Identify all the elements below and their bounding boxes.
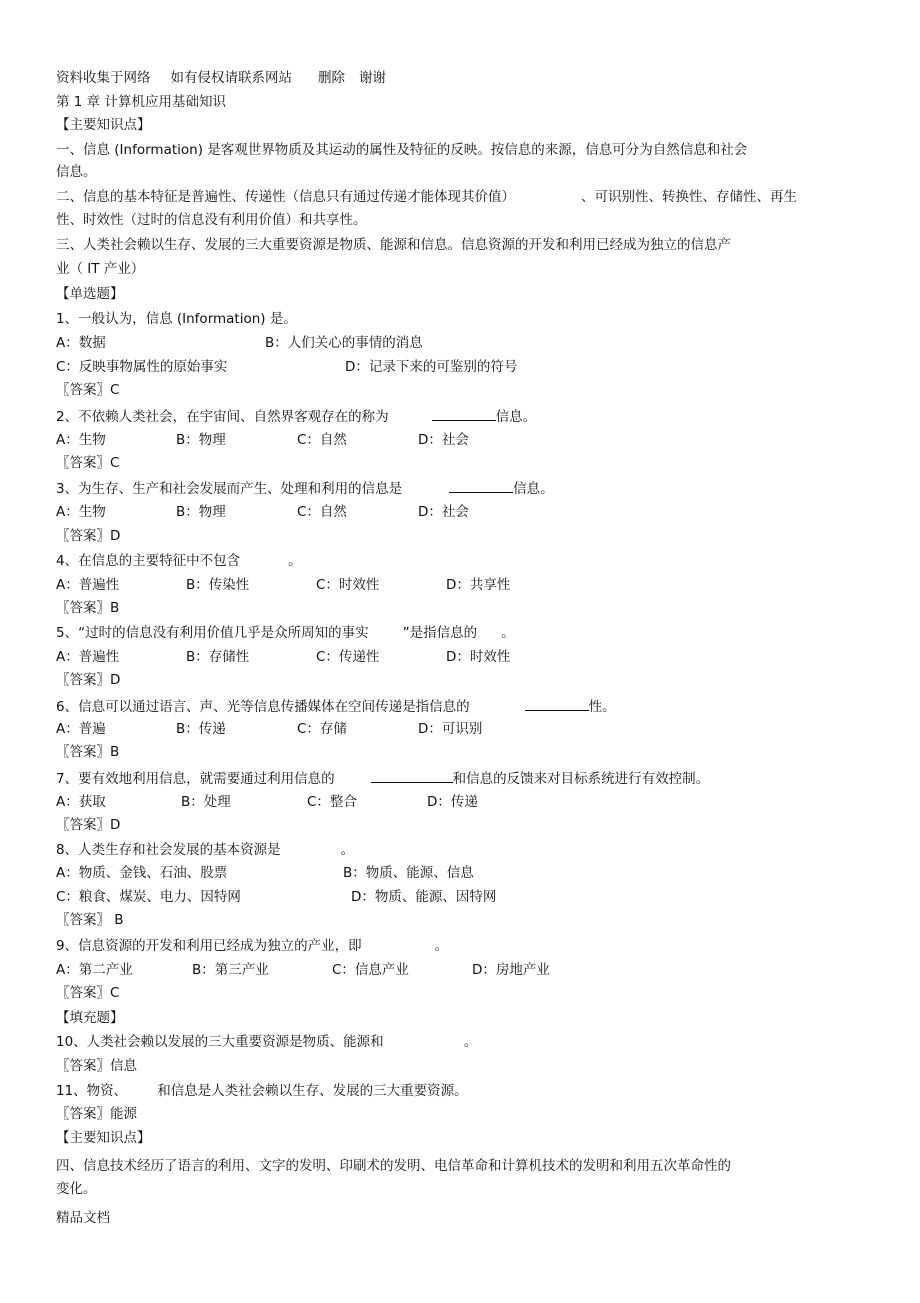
option-c: C：时效性	[316, 577, 380, 593]
point-2-line-2: 性、时效性（过时的信息没有利用价值）和共享性。	[56, 212, 367, 228]
question-5	[56, 624, 515, 642]
question-6-options	[56, 720, 482, 738]
option-d: D：社会	[418, 432, 469, 448]
answer-9: 〖答案〗C	[56, 985, 120, 1001]
answer-6: 〖答案〗B	[56, 744, 120, 760]
answer-5: 〖答案〗D	[56, 672, 121, 688]
point-2-text-a: 二、信息的基本特征是普遍性、传递性（信息只有通过传递才能体现其价值）	[56, 189, 515, 205]
point-1-line-2: 信息。	[56, 164, 97, 180]
chapter-title: 第 1 章 计算机应用基础知识	[56, 94, 226, 110]
question-7-text: 7、要有效地利用信息，就需要通过利用信息的	[56, 771, 335, 787]
option-b: B：第三产业	[192, 962, 269, 978]
question-4-options	[56, 576, 510, 594]
question-1-options-row-2	[56, 358, 517, 376]
option-d: D：可识别	[418, 721, 483, 737]
header-part-1: 资料收集于网络	[56, 70, 151, 86]
header-part-3: 删除	[318, 70, 345, 86]
answer-4: 〖答案〗B	[56, 600, 120, 616]
option-a: A：普遍性	[56, 649, 120, 665]
question-7-options	[56, 793, 478, 811]
option-b: B：存储性	[186, 649, 250, 665]
option-b: B：人们关心的事情的消息	[265, 335, 423, 351]
page-footer: 精品文档	[56, 1210, 110, 1226]
answer-2: 〖答案〗C	[56, 455, 120, 471]
point-2-line-1	[56, 188, 797, 206]
point-1-line-1: 一、信息 (Information) 是客观世界物质及其运动的属性及特征的反映。按信息的来源，信息可分为自然信息和社会	[56, 142, 748, 158]
option-b: B：处理	[181, 794, 231, 810]
answer-1: 〖答案〗C	[56, 382, 120, 398]
option-d: D：房地产业	[472, 962, 550, 978]
question-3-suffix: 信息。	[513, 481, 554, 497]
question-6-suffix: 性。	[588, 699, 616, 715]
question-8-options-row-2	[56, 888, 496, 906]
option-c: C：自然	[297, 432, 347, 448]
option-d: D：传递	[427, 794, 478, 810]
option-a: A：第二产业	[56, 962, 133, 978]
header-part-2: 如有侵权请联系网站	[170, 70, 292, 86]
option-a: A：获取	[56, 794, 106, 810]
question-5-text: 5、“过时的信息没有利用价值几乎是众所周知的事实	[56, 625, 369, 641]
point-3-line-1: 三、人类社会赖以生存、发展的三大重要资源是物质、能源和信息。信息资源的开发和利用已经成为独立的信息产	[56, 237, 731, 253]
option-a: A：生物	[56, 504, 106, 520]
option-a: A：物质、金钱、石油、股票	[56, 865, 228, 881]
option-c: C：反映事物属性的原始事实	[56, 359, 228, 375]
question-11	[56, 1082, 468, 1100]
option-d: D：时效性	[446, 649, 511, 665]
question-9-suffix: 。	[434, 938, 449, 954]
option-c: C：整合	[307, 794, 357, 810]
question-2-suffix: 信息。	[495, 409, 537, 425]
question-4-text: 4、在信息的主要特征中不包含	[56, 553, 241, 569]
question-5-suffix: 。	[501, 625, 515, 641]
option-b: B：传递	[176, 721, 226, 737]
question-9	[56, 937, 448, 955]
section-fill-in: 【填充题】	[56, 1010, 124, 1026]
question-3-options	[56, 503, 469, 521]
option-a: A：普遍性	[56, 577, 120, 593]
header-part-4: 谢谢	[359, 70, 386, 86]
question-6	[56, 697, 616, 716]
blank	[525, 697, 589, 711]
answer-3: 〖答案〗D	[56, 528, 121, 544]
point-4-line-1: 四、信息技术经历了语言的利用、文字的发明、印刷术的发明、电信革命和计算机技术的发明和利用五次革命性的	[56, 1158, 731, 1174]
blank	[432, 407, 496, 421]
option-d: D：记录下来的可鉴别的符号	[345, 359, 518, 375]
question-3-text: 3、为生存、生产和社会发展而产生、处理和利用的信息是	[56, 481, 403, 497]
page-header	[56, 69, 386, 87]
question-7-suffix: 和信息的反馈来对目标系统进行有效控制。	[452, 771, 710, 787]
section-key-points-2: 【主要知识点】	[56, 1130, 151, 1146]
option-a: A：生物	[56, 432, 106, 448]
answer-7: 〖答案〗D	[56, 817, 121, 833]
option-c: C：存储	[297, 721, 347, 737]
answer-10: 〖答案〗信息	[56, 1058, 137, 1074]
question-11-text: 11、物资、	[56, 1083, 128, 1099]
blank	[449, 479, 513, 493]
option-d: D：物质、能源、因特网	[351, 889, 497, 905]
question-4-suffix: 。	[288, 553, 302, 569]
question-8-options-row-1	[56, 864, 474, 882]
question-10	[56, 1033, 477, 1051]
option-b: B：物质、能源、信息	[343, 865, 474, 881]
option-c: C：粮食、煤炭、电力、因特网	[56, 889, 241, 905]
question-3	[56, 479, 554, 498]
question-7	[56, 769, 709, 788]
point-4-line-2: 变化。	[56, 1181, 97, 1197]
section-single-choice: 【单选题】	[56, 286, 124, 302]
option-c: C：自然	[297, 504, 347, 520]
answer-8: 〖答案〗 B	[56, 912, 124, 928]
question-5-text-b: ”是指信息的	[402, 625, 478, 641]
point-3-line-2: 业（ IT 产业）	[56, 261, 145, 277]
blank	[371, 769, 453, 783]
question-4	[56, 552, 302, 570]
option-c: C：信息产业	[332, 962, 409, 978]
question-8	[56, 841, 354, 859]
question-1-options-row-1	[56, 334, 423, 352]
section-key-points: 【主要知识点】	[56, 117, 151, 133]
option-b: B：物理	[176, 504, 226, 520]
point-2-text-b: 、可识别性、转换性、存储性、再生	[581, 189, 797, 205]
question-8-text: 8、人类生存和社会发展的基本资源是	[56, 842, 281, 858]
question-9-options	[56, 961, 550, 979]
option-d: D：社会	[418, 504, 469, 520]
question-11-suffix: 和信息是人类社会赖以生存、发展的三大重要资源。	[157, 1083, 468, 1099]
answer-11: 〖答案〗能源	[56, 1106, 137, 1122]
option-d: D：共享性	[446, 577, 511, 593]
question-1: 1、一般认为，信息 (Information) 是。	[56, 311, 297, 327]
option-b: B：物理	[176, 432, 226, 448]
question-9-text: 9、信息资源的开发和利用已经成为独立的产业，即	[56, 938, 362, 954]
option-c: C：传递性	[316, 649, 380, 665]
question-8-suffix: 。	[340, 842, 355, 858]
question-10-text: 10、人类社会赖以发展的三大重要资源是物质、能源和	[56, 1034, 384, 1050]
question-6-text: 6、信息可以通过语言、声、光等信息传播媒体在空间传递是指信息的	[56, 699, 470, 715]
question-2	[56, 407, 536, 426]
option-a: A：普遍	[56, 721, 106, 737]
option-a: A：数据	[56, 335, 106, 351]
question-5-options	[56, 648, 510, 666]
option-b: B：传染性	[186, 577, 250, 593]
question-2-options	[56, 431, 469, 449]
question-10-suffix: 。	[463, 1034, 478, 1050]
question-2-text: 2、不依赖人类社会，在宇宙间、自然界客观存在的称为	[56, 409, 389, 425]
